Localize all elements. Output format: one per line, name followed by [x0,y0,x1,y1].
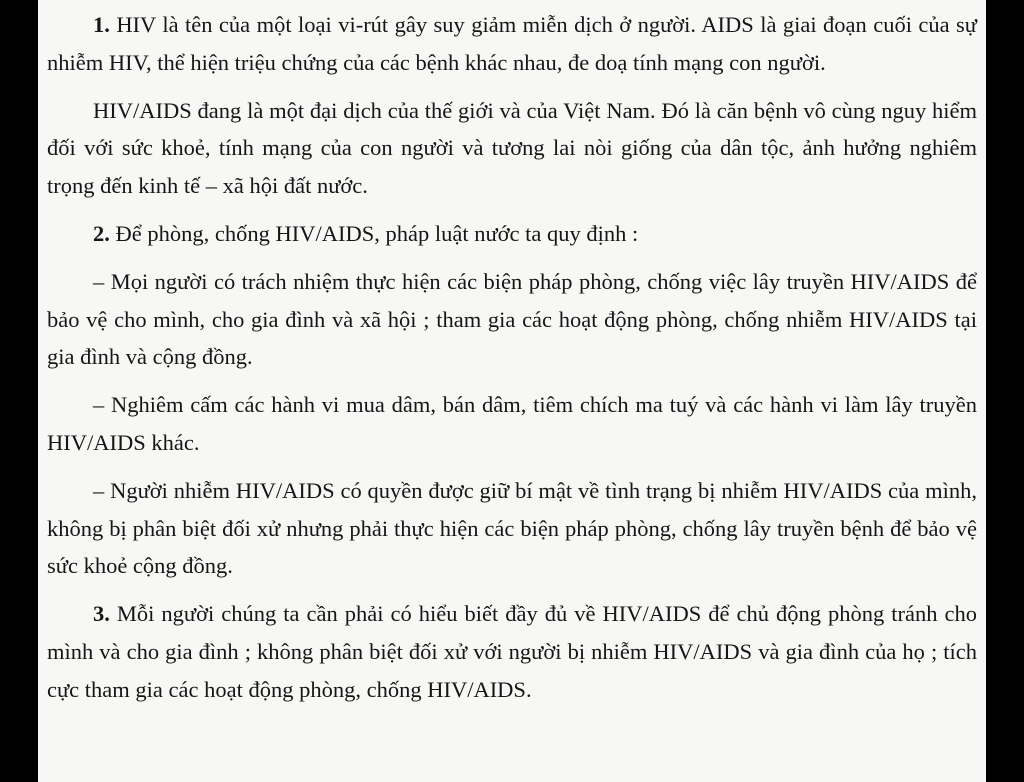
paragraph-7 [47,595,977,708]
document-page [38,0,986,782]
section-number-1: 1. [93,12,110,37]
paragraph-5 [47,386,977,461]
paragraph-text-2: HIV/AIDS đang là một đại dịch của thế giới và của Việt Nam. Đó là căn bệnh vô cùng nguy hiểm đối với sức khoẻ, tính mạng của con người và tương lai nòi giống của dân tộc, ảnh hưởng nghiêm trọng đến kinh tế – xã hội đất nước. [47,97,977,198]
paragraph-3 [47,215,977,253]
section-number-2: 2. [93,220,110,246]
paragraph-2 [47,92,977,205]
paragraph-text-4: – Mọi người có trách nhiệm thực hiện các biện pháp phòng, chống việc lây truyền HIV/AIDS để bảo vệ cho mình, cho gia đình và xã hội ; tham gia các hoạt động phòng, chống nhiễm HIV/AIDS tại gia đình và cộng đồng. [47,269,977,370]
paragraph-6 [47,472,977,585]
paragraph-text-5: – Nghiêm cấm các hành vi mua dâm, bán dâm, tiêm chích ma tuý và các hành vi làm lây truyền HIV/AIDS khác. [47,392,977,455]
paragraph-text-1: HIV là tên của một loại vi-rút gây suy giảm miễn dịch ở người. AIDS là giai đoạn cuối của sự nhiễm HIV, thể hiện triệu chứng của các bệnh khác nhau, đe doạ tính mạng con người. [47,12,977,75]
paragraph-text-7: Mỗi người chúng ta cần phải có hiểu biết đầy đủ về HIV/AIDS để chủ động phòng tránh cho mình và cho gia đình ; không phân biệt đối xử với người bị nhiễm HIV/AIDS và gia đình của họ ; tích cực tham gia các hoạt động phòng, chống HIV/AIDS. [47,601,977,702]
paragraph-1 [47,6,977,81]
section-number-3: 3. [93,601,110,627]
paragraph-text-6: – Người nhiễm HIV/AIDS có quyền được giữ bí mật về tình trạng bị nhiễm HIV/AIDS của mình, không bị phân biệt đối xử nhưng phải thực hiện các biện pháp phòng, chống lây truyền bệnh để bảo vệ sức khoẻ cộng đồng. [47,478,977,579]
paragraph-text-3: Để phòng, chống HIV/AIDS, pháp luật nước ta quy định : [115,220,639,246]
document-body [47,6,977,708]
paragraph-4 [47,263,977,376]
